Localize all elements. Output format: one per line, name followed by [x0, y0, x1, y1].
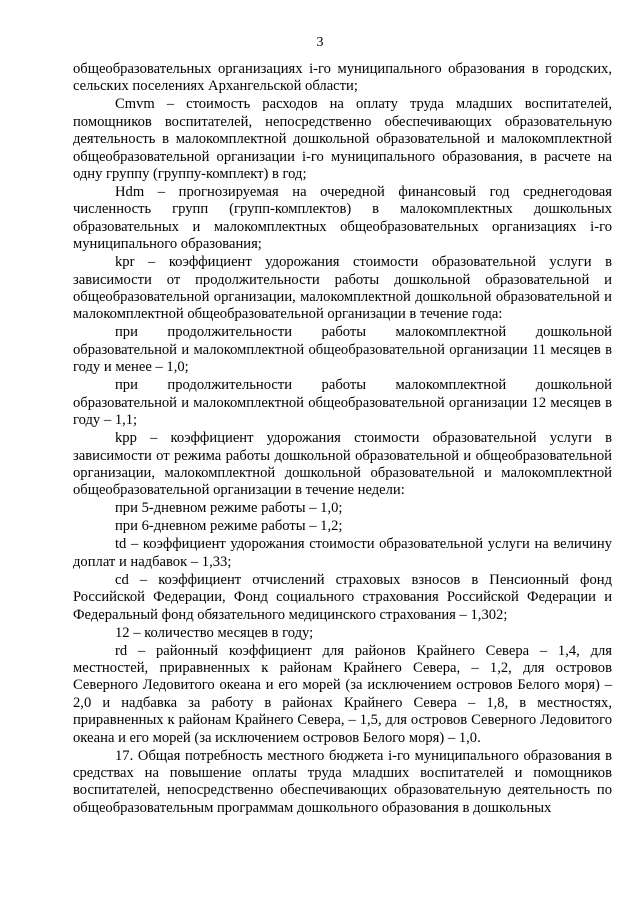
paragraph-months-count: 12 – количество месяцев в году;: [115, 624, 314, 641]
paragraph-kpp-definition: kpp – коэффициент удорожания стоимости образовательной услуги в зависимости от режима работы дошкольной образовательной и общеобразовательной организации, малокомплектной дошкольной образовательной и малокомплектной общеобразовательной организации в течение недели:: [73, 430, 612, 499]
paragraph-kpr-definition: kpr – коэффициент удорожания стоимости образовательной услуги в зависимости от продолжительности работы дошкольной образовательной и общеобразовательной организации, малокомплектной дошкольной образовательной и малокомплектной общеобразовательной организации в течение года:: [73, 254, 612, 323]
paragraph-continuation: общеобразовательных организациях i-го муниципального образования в городских, сельских поселениях Архангельской области;: [73, 61, 612, 95]
document-body: [73, 61, 612, 818]
page-number: 3: [316, 35, 324, 50]
paragraph-rd-definition: rd – районный коэффициент для районов Крайнего Севера – 1,4, для местностей, приравненных к районам Крайнего Севера, – 1,2, для островов Северного Ледовитого океана и его морей (за исключением островов Белого моря) – 2,0 и надбавка за работу в районах Крайнего Севера – 1,8, в местностях, приравненных к районам Крайнего Севера, – 1,5, для островов Северного Ледовитого океана и его морей (за исключением островов Белого моря) – 1,0.: [73, 642, 612, 746]
paragraph-hdm-definition: Hdm – прогнозируемая на очередной финансовый год среднегодовая численность групп (групп-комплектов) в малокомплектных дошкольных образовательных и малокомплектных общеобразовательных организациях i-го муниципального образования;: [73, 184, 612, 253]
paragraph-cmvm-definition: Cmvm – стоимость расходов на оплату труда младших воспитателей, помощников воспитателей, непосредственно обеспечивающих образовательную деятельность в малокомплектной дошкольной образовательной и малокомплектной общеобразовательной организации i-го муниципального образования, в расчете на одну группу (группу-комплект) в год;: [73, 96, 612, 183]
paragraph-kpp-6-day: при 6-дневном режиме работы – 1,2;: [115, 518, 343, 535]
paragraph-cd-definition: cd – коэффициент отчислений страховых взносов в Пенсионный фонд Российской Федерации, Фонд социального страхования Российской Федерации и Федеральный фонд обязательного медицинского страхования – 1,302;: [73, 571, 612, 623]
paragraph-item-17: 17. Общая потребность местного бюджета i-го муниципального образования в средствах на повышение оплаты труда младших воспитателей и помощников воспитателей, непосредственно обеспечивающих образовательную деятельность по общеобразовательным программам дошкольного образования в дошкольных: [73, 747, 612, 816]
paragraph-kpp-5-day: при 5-дневном режиме работы – 1,0;: [115, 500, 343, 517]
paragraph-kpr-12-months: при продолжительности работы малокомплектной дошкольной образовательной и малокомплектной общеобразовательной организации 12 месяцев в году – 1,1;: [73, 377, 612, 429]
paragraph-td-definition: td – коэффициент удорожания стоимости образовательной услуги на величину доплат и надбавок – 1,33;: [73, 536, 612, 570]
paragraph-kpr-11-months: при продолжительности работы малокомплектной дошкольной образовательной и малокомплектной общеобразовательной организации 11 месяцев в году и менее – 1,0;: [73, 324, 612, 376]
